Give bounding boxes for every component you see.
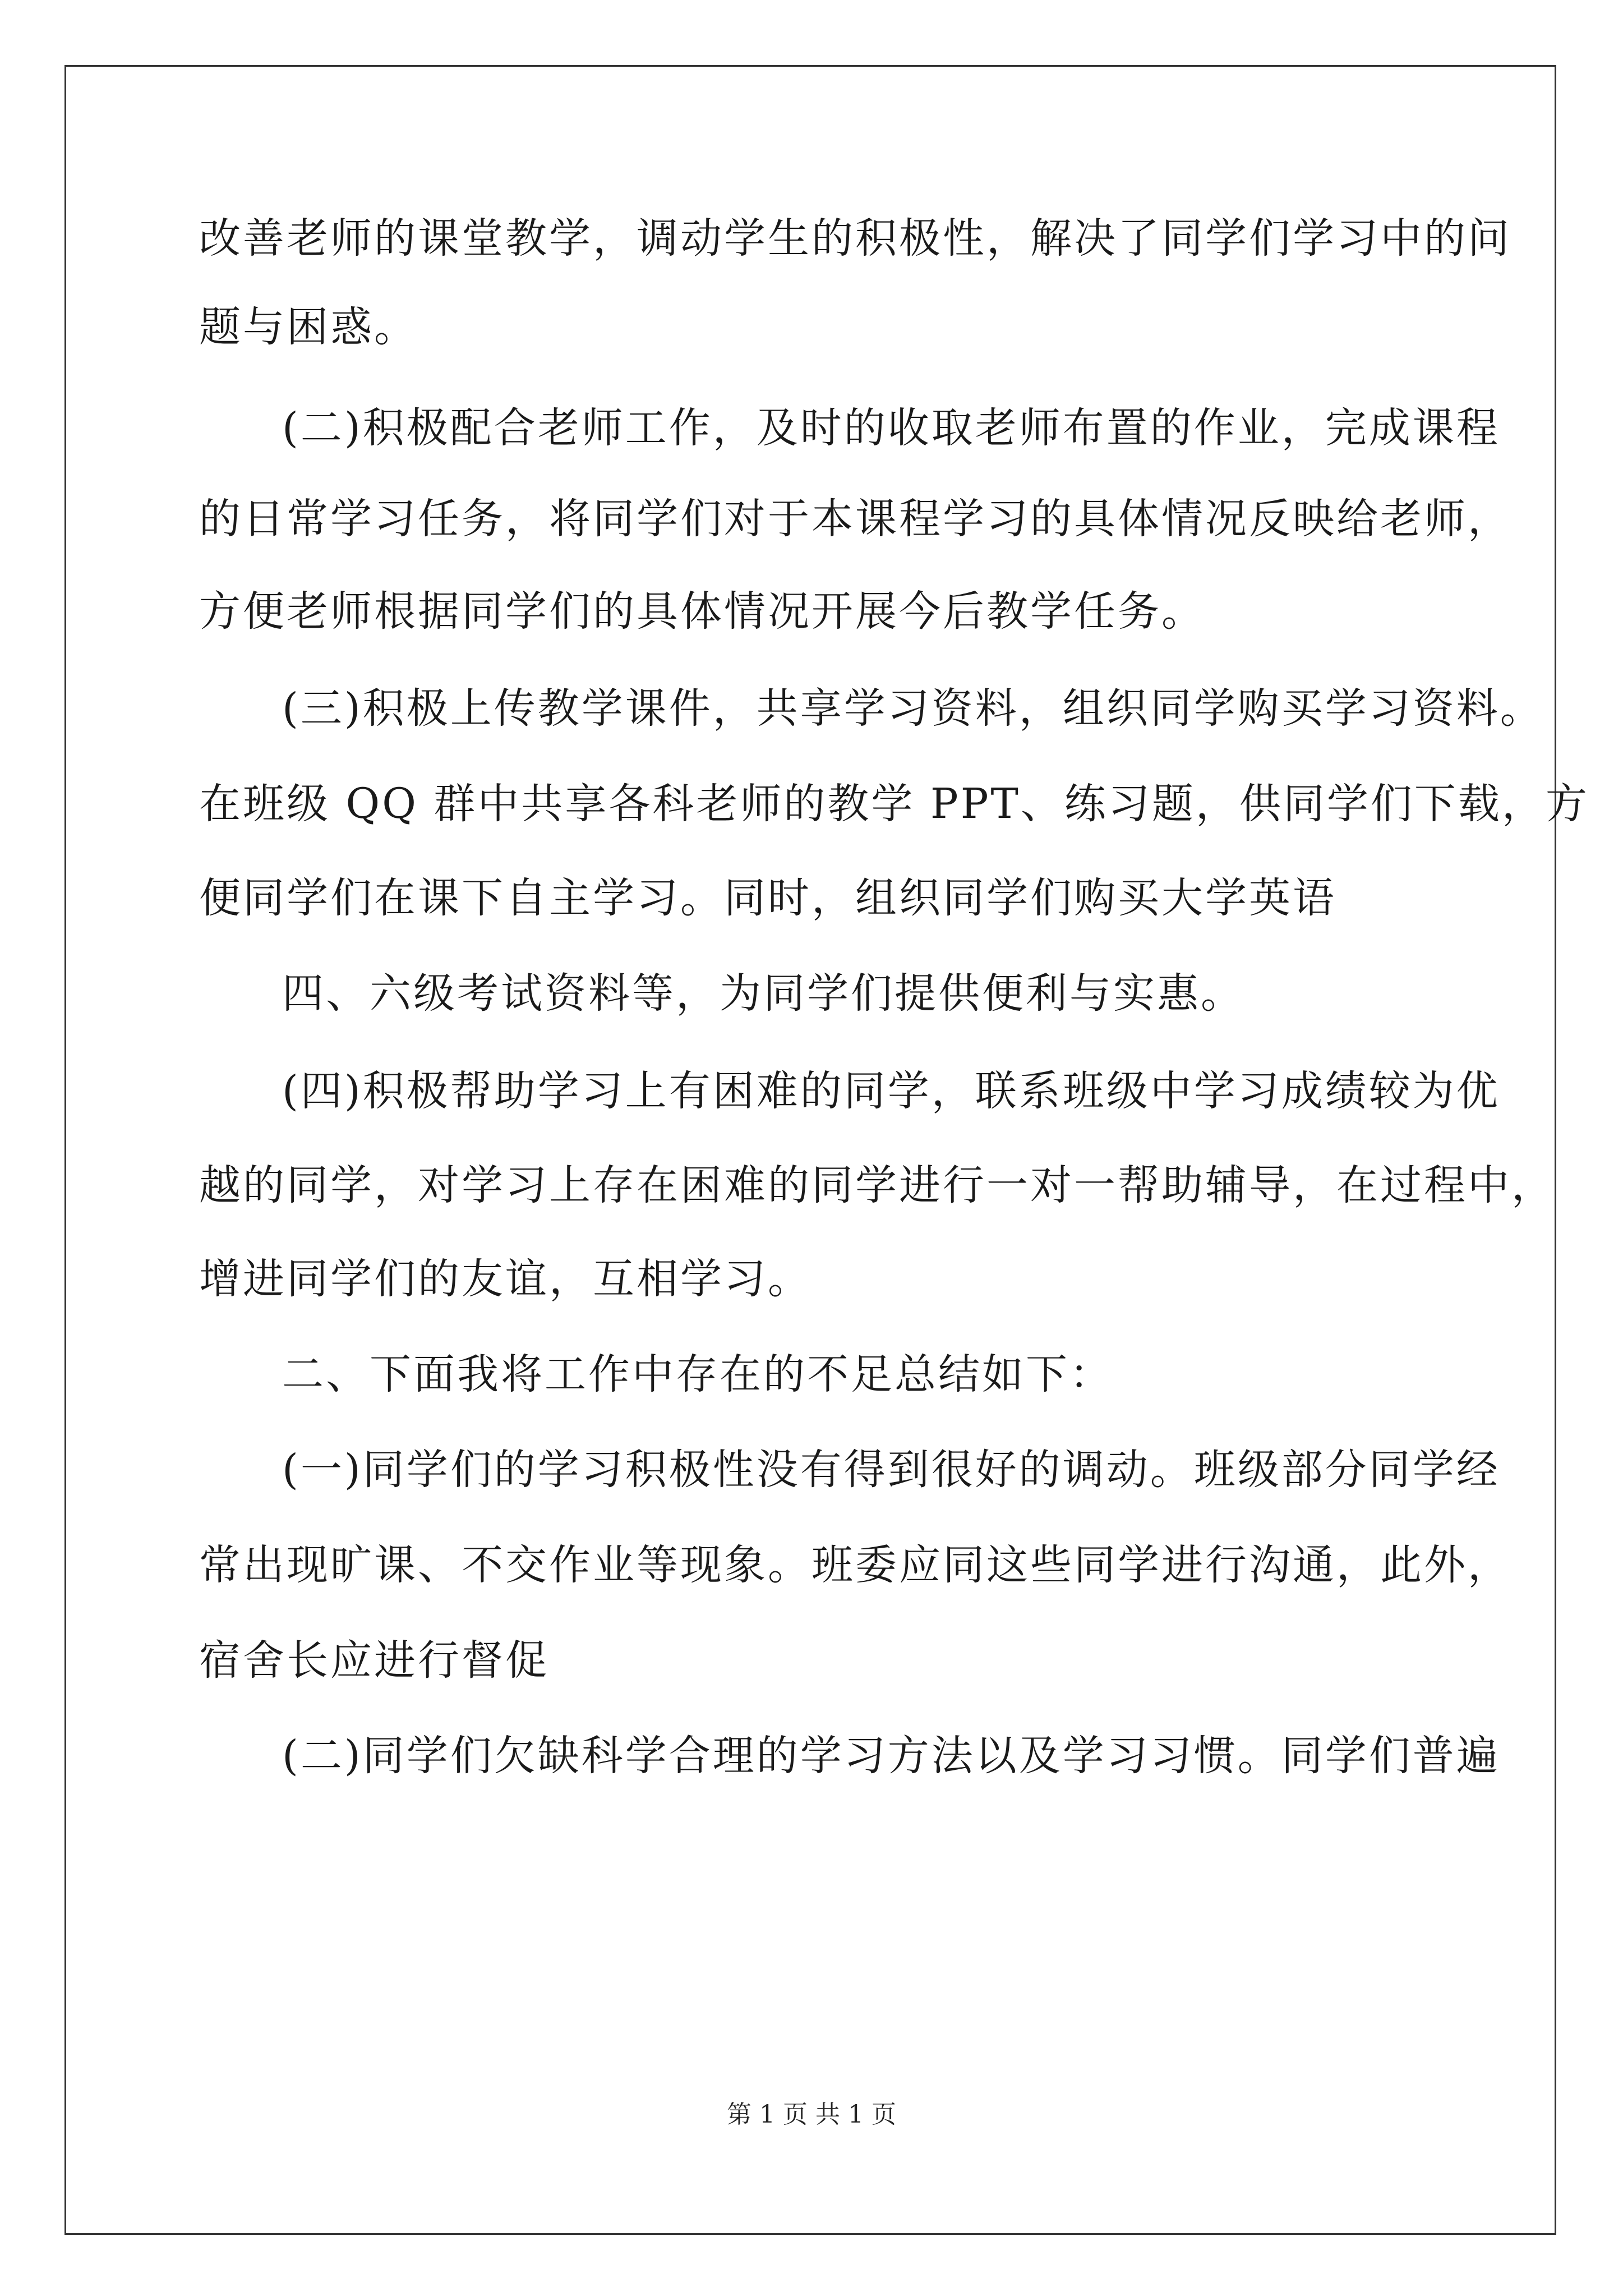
text-line: 改善老师的课堂教学，调动学生的积极性，解决了同学们学习中的问 <box>199 214 1511 263</box>
text-line: 的日常学习任务，将同学们对于本课程学习的具体情况反映给老师， <box>199 495 1511 543</box>
text-line: (一)同学们的学习积极性没有得到很好的调动。班级部分同学经 <box>282 1446 1500 1494</box>
text-line: 宿舍长应进行督促 <box>199 1636 549 1685</box>
text-line: 题与困惑。 <box>199 303 418 351</box>
text-line: 越的同学，对学习上存在困难的同学进行一对一帮助辅导，在过程中， <box>199 1161 1555 1209</box>
text-line: (二)同学们欠缺科学合理的学习方法以及学习习惯。同学们普遍 <box>282 1732 1500 1780</box>
text-line: (四)积极帮助学习上有困难的同学，联系班级中学习成绩较为优 <box>282 1067 1500 1115</box>
text-line: 在班级 QQ 群中共享各科老师的教学 PPT、练习题，供同学们下载，方 <box>199 780 1589 828</box>
text-line: (三)积极上传教学课件，共享学习资料，组织同学购买学习资料。 <box>282 684 1544 733</box>
text-line: 常出现旷课、不交作业等现象。班委应同这些同学进行沟通，此外， <box>199 1541 1511 1589</box>
page-border <box>64 65 1556 2235</box>
text-line: 便同学们在课下自主学习。同时，组织同学们购买大学英语 <box>199 874 1336 922</box>
text-line: (二)积极配合老师工作，及时的收取老师布置的作业，完成课程 <box>282 404 1500 452</box>
page-footer: 第 1 页 共 1 页 <box>727 2100 896 2129</box>
text-line: 四、六级考试资料等，为同学们提供便利与实惠。 <box>282 969 1244 1018</box>
text-line: 二、下面我将工作中存在的不足总结如下： <box>282 1350 1113 1398</box>
text-line: 增进同学们的友谊，互相学习。 <box>199 1255 811 1303</box>
text-line: 方便老师根据同学们的具体情况开展今后教学任务。 <box>199 587 1205 636</box>
